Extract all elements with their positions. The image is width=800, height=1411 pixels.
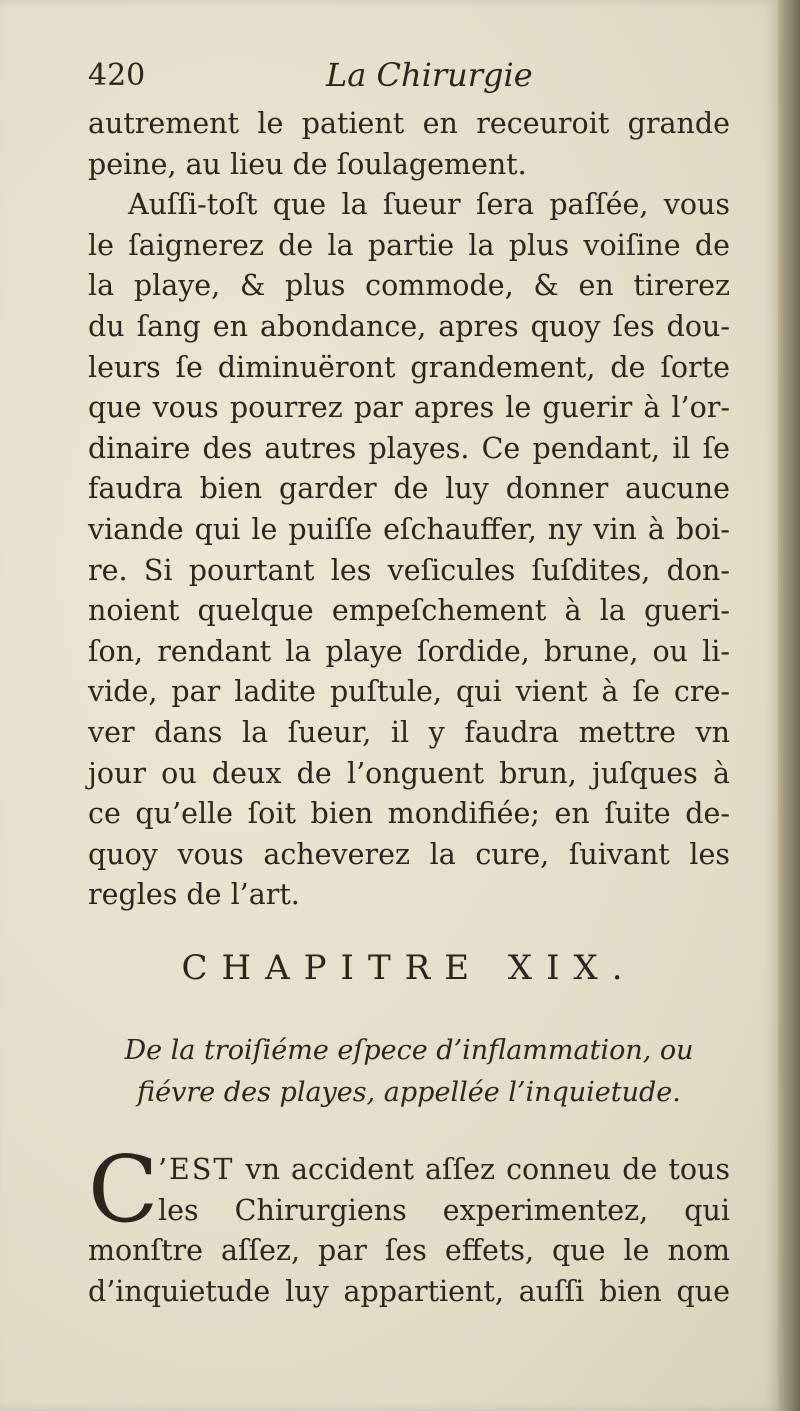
text-line [88, 1150, 730, 1191]
opening-paragraph [88, 1136, 730, 1312]
text-line: que vous pourrez par apres le guerir à l’or- [88, 391, 730, 425]
text-line: leurs ſe diminuëront grandement, de ſorte [88, 350, 730, 384]
text-line: les Chirurgiens experimentez, qui [158, 1193, 730, 1227]
text-line: jour ou deux de l’onguent brun, juſques à [88, 756, 730, 790]
text-line: ver dans la ſueur, il y faudra mettre vn [88, 715, 730, 749]
subtitle-line: De la troiſiéme eſpece d’inflammation, ou [124, 1035, 694, 1066]
page-number: 420 [88, 58, 146, 93]
text-line: peine, au lieu de ſoulagement. [88, 147, 527, 181]
text-line: ſon, rendant la playe ſordide, brune, ou li- [88, 634, 730, 668]
running-head: La Chirurgie [326, 56, 533, 94]
text-line: quoy vous acheverez la cure, ſuivant les [88, 837, 730, 871]
text-line: le ſaignerez de la partie la plus voiſine de [88, 228, 730, 262]
body-text [88, 104, 730, 916]
text-line: Auſſi-toſt que la ſueur ſera paſſée, vous [128, 188, 730, 222]
page-header [88, 56, 728, 100]
text-line: viande qui le puiſſe eſchauffer, ny vin à boi- [88, 512, 730, 546]
text-line: d’inquietude luy appartient, auſſi bien que [88, 1274, 730, 1308]
text-line: faudra bien garder de luy donner aucune [88, 472, 730, 506]
page-edge [778, 0, 800, 1411]
text-line: monſtre aſſez, par ſes effets, que le nom [88, 1234, 730, 1268]
text-line: du ſang en abondance, apres quoy ſes dou- [88, 309, 730, 343]
text-line: la playe, & plus commode, & en tirerez [88, 269, 730, 303]
text-line: regles de l’art. [88, 878, 300, 912]
text-line: noient quelque empeſchement à la gueri- [88, 594, 730, 628]
text-line: dinaire des autres playes. Ce pendant, il ſe [88, 431, 730, 465]
subtitle-line: fiévre des playes, appellée l’inquietude. [137, 1077, 681, 1108]
text-line: autrement le patient en receuroit grande [88, 107, 730, 140]
chapter-subtitle [88, 1030, 730, 1114]
line-rest: vn accident aſſez conneu de tous [234, 1153, 730, 1186]
first-word: ’EST [158, 1153, 235, 1186]
chapter-heading: CHAPITRE XIX. [181, 948, 637, 988]
text-line: vide, par ladite puſtule, qui vient à ſe cre- [88, 675, 730, 709]
drop-cap: C [88, 1136, 159, 1243]
text-line: ce qu’elle ſoit bien mondifiée; en ſuite de- [88, 797, 730, 831]
text-line: re. Si pourtant les veſicules ſuſdites, don- [88, 553, 730, 587]
